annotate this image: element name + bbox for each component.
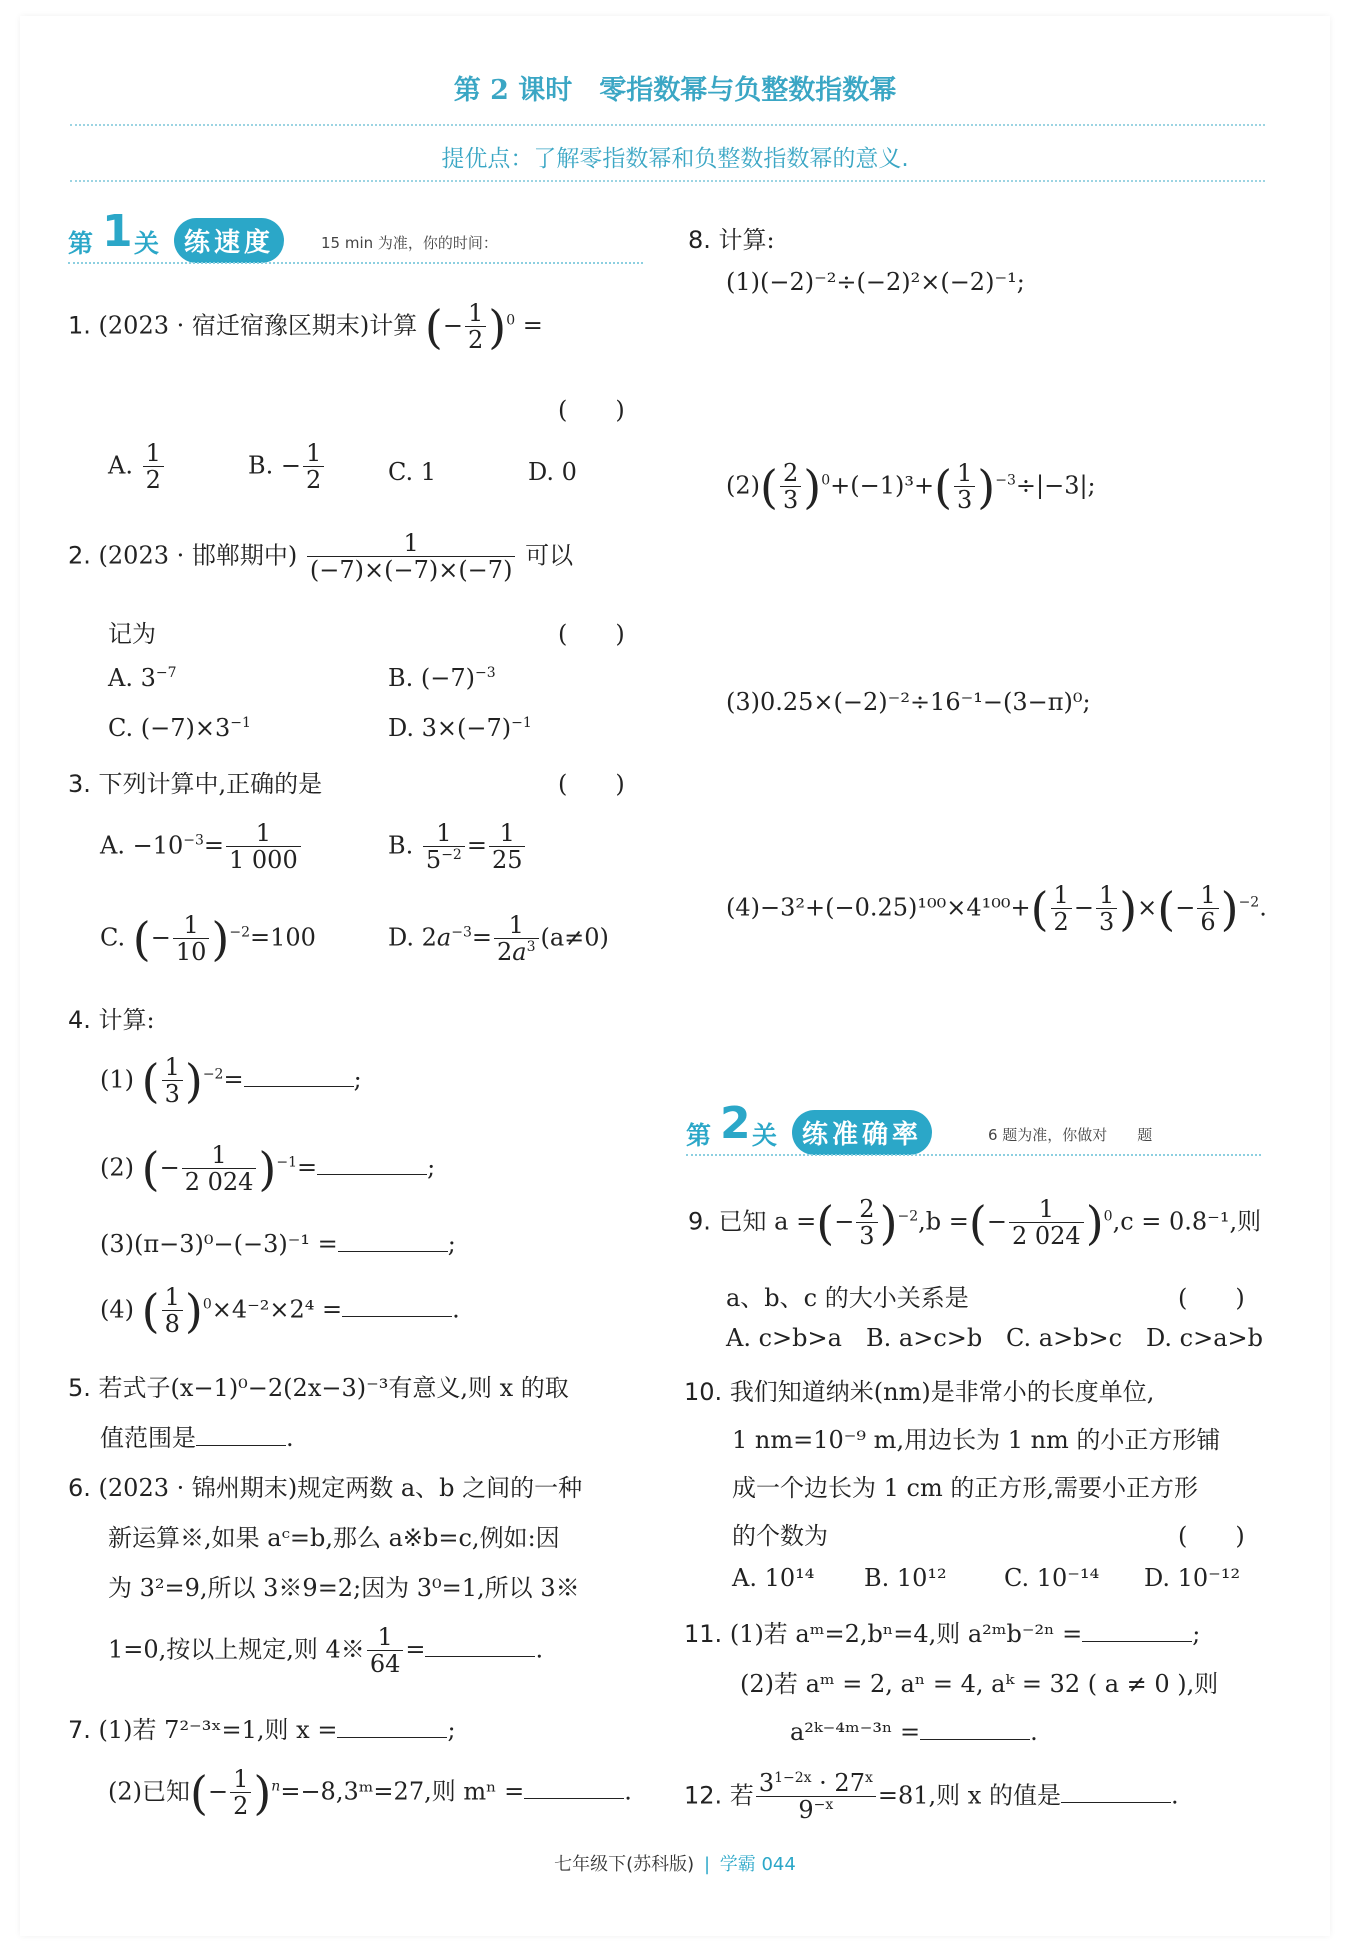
question-5-line2: 值范围是 . xyxy=(100,1424,294,1452)
question-7-part-2: (2)已知(− $\frac{1}{2}$ )$^n$=−8,3ᵐ=27,则 mⁿ = . xyxy=(108,1765,632,1821)
question-6-line3: 为 3²=9,所以 3※9=2;因为 3⁰=1,所以 3※ xyxy=(108,1574,580,1602)
question-9-line2: a、b、c 的大小关系是 xyxy=(726,1284,969,1312)
question-2-line2: 记为 xyxy=(108,620,156,648)
option-b: B. a>c>b xyxy=(866,1324,983,1352)
question-10-line2: 1 nm=10⁻⁹ m,用边长为 1 nm 的小正方形铺 xyxy=(732,1426,1221,1454)
option-c: C. a>b>c xyxy=(1006,1324,1123,1352)
section-guan: 关 xyxy=(752,1121,778,1150)
page-number: 044 xyxy=(761,1854,796,1875)
option-d: D. 10⁻¹² xyxy=(1144,1564,1241,1592)
section-note: 15 min 为准，你的时间： xyxy=(321,234,498,252)
question-1: 1. (2023 · 宿迁宿豫区期末)计算 (− $\frac{1}{2}$ )$^0$ = xyxy=(68,299,543,355)
option-d: D. 0 xyxy=(528,458,577,486)
section-number: 2 xyxy=(720,1098,751,1149)
option-a: A. c>b>a xyxy=(726,1324,842,1352)
section-underline xyxy=(68,262,643,264)
question-6: 6. (2023 · 锦州期末)规定两数 a、b 之间的一种 xyxy=(68,1474,583,1502)
question-4-part-1: (1) ( $\frac{1}{3}$ )$^{-2}$= ; xyxy=(100,1053,362,1109)
question-3: 3. 下列计算中,正确的是 xyxy=(68,770,323,798)
question-4-part-2: (2) (− $\frac{1}{2 024}$ )$^{-1}$= ; xyxy=(100,1141,436,1197)
question-8-part-2: (2)( $\frac{2}{3}$ )$^0$+(−1)³+( $\frac{1}{3}$ )$^{-3}$÷|−3|; xyxy=(726,459,1096,515)
option-d: D. $2a^{-3}=$ $\frac{1}{2a^3}$ (a≠0) xyxy=(388,911,609,967)
option-d: D. $3\times(-7)^{-1}$ xyxy=(388,714,532,742)
section-number: 1 xyxy=(102,206,133,257)
section-guan: 关 xyxy=(134,229,160,258)
question-11: 11. (1)若 aᵐ=2,bⁿ=4,则 a²ᵐb⁻²ⁿ = ; xyxy=(684,1620,1201,1648)
option-a: A. $\frac{1}{2}$ xyxy=(108,440,166,494)
answer-paren: ( ) xyxy=(1178,1522,1245,1550)
footer-brand: 学霸 xyxy=(719,1854,756,1875)
question-11-part-2b: a²ᵏ⁻⁴ᵐ⁻³ⁿ = . xyxy=(790,1718,1038,1746)
section-di: 第 xyxy=(686,1121,712,1150)
section-di: 第 xyxy=(68,229,94,258)
tip-line: 提优点：了解零指数幂和负整数指数幂的意义. xyxy=(441,146,909,172)
question-5: 5. 若式子(x−1)⁰−2(2x−3)⁻³有意义,则 x 的取 xyxy=(68,1374,569,1402)
section-2-header xyxy=(686,1098,1266,1158)
question-10: 10. 我们知道纳米(nm)是非常小的长度单位, xyxy=(684,1378,1155,1406)
option-d: D. c>a>b xyxy=(1146,1324,1263,1352)
section-1-header xyxy=(68,206,648,266)
answer-paren: ( ) xyxy=(558,396,625,424)
section-pill: 练速度 xyxy=(174,218,284,263)
option-a: A. 10¹⁴ xyxy=(732,1564,815,1592)
answer-paren: ( ) xyxy=(558,770,625,798)
footer-grade: 七年级下(苏科版) xyxy=(554,1854,695,1875)
option-a: A. $3^{-7}$ xyxy=(108,664,177,692)
question-12: 12. 若 $\frac{3^{1-2x} \cdot 27^x}{9^{-x}}$ =81,则 x 的值是 . xyxy=(684,1769,1179,1825)
answer-paren: ( ) xyxy=(1178,1284,1245,1312)
question-4-part-4: (4) ( $\frac{1}{8}$ )$^0$×4⁻²×2⁴ = . xyxy=(100,1283,460,1339)
question-number: 1. xyxy=(68,311,91,340)
answer-paren: ( ) xyxy=(558,620,625,648)
question-2: 2. (2023 · 邯郸期中) $\frac{1}{(-7)\times(-7)\times(-7)}$ 可以 xyxy=(68,529,574,585)
footer-divider: | xyxy=(703,1854,711,1875)
option-b: B. 10¹² xyxy=(864,1564,947,1592)
question-8-part-3: (3)0.25×(−2)⁻²÷16⁻¹−(3−π)⁰; xyxy=(726,688,1091,716)
question-6-line2: 新运算※,如果 aᶜ=b,那么 a※b=c,例如:因 xyxy=(108,1524,560,1552)
section-pill: 练准确率 xyxy=(792,1110,932,1155)
question-8-part-1: (1)(−2)⁻²÷(−2)²×(−2)⁻¹; xyxy=(726,268,1025,296)
section-underline xyxy=(686,1154,1261,1156)
question-10-line4: 的个数为 xyxy=(732,1522,828,1550)
question-7: 7. (1)若 7²⁻³ˣ=1,则 x = ; xyxy=(68,1716,456,1744)
question-11-part-2: (2)若 aᵐ = 2, aⁿ = 4, aᵏ = 32 ( a ≠ 0 ),则 xyxy=(740,1670,1219,1698)
option-c: C. 10⁻¹⁴ xyxy=(1004,1564,1100,1592)
question-text: (2023 · 宿迁宿豫区期末)计算 xyxy=(98,311,418,340)
option-b: B. − $\frac{1}{2}$ xyxy=(248,440,326,494)
option-c: C. 1 xyxy=(388,458,437,486)
page-footer xyxy=(0,1850,1350,1876)
divider xyxy=(70,124,1265,126)
question-6-line4: 1=0,按以上规定,则 4※ $\frac{1}{64}$ = . xyxy=(108,1623,544,1679)
question-4-part-3: (3)(π−3)⁰−(−3)⁻¹ = ; xyxy=(100,1230,456,1258)
option-c: C. $(-7)\times 3^{-1}$ xyxy=(108,714,251,742)
divider xyxy=(70,180,1265,182)
option-b: B. $\frac{1}{5^{-2}}$ = $\frac{1}{25}$ xyxy=(388,820,527,874)
question-8: 8. 计算: xyxy=(688,226,775,254)
section-note: 6 题为准，你做对 题 xyxy=(988,1126,1153,1144)
option-b: B. $(-7)^{-3}$ xyxy=(388,664,496,692)
option-a: A. $-10^{-3}=$ $\frac{1}{1 000}$ xyxy=(100,820,303,874)
question-10-line3: 成一个边长为 1 cm 的正方形,需要小正方形 xyxy=(732,1474,1198,1502)
option-c: C. (− $\frac{1}{10}$ )$^{-2}$=100 xyxy=(100,911,316,967)
lesson-title: 第 2 课时 零指数幂与负整数指数幂 xyxy=(453,75,897,106)
question-8-part-4: (4)−3²+(−0.25)¹⁰⁰×4¹⁰⁰+( $\frac{1}{2}$ − $\frac{1}{3}$ )×(− $\frac{1}{6}$ )$^{-2}$. xyxy=(726,881,1267,937)
question-9: 9. 已知 a =(− $\frac{2}{3}$ )$^{-2}$,b =(− $\frac{1}{2 024}$ )$^0$,c = 0.8⁻¹,则 xyxy=(688,1195,1262,1251)
question-4: 4. 计算: xyxy=(68,1006,155,1034)
